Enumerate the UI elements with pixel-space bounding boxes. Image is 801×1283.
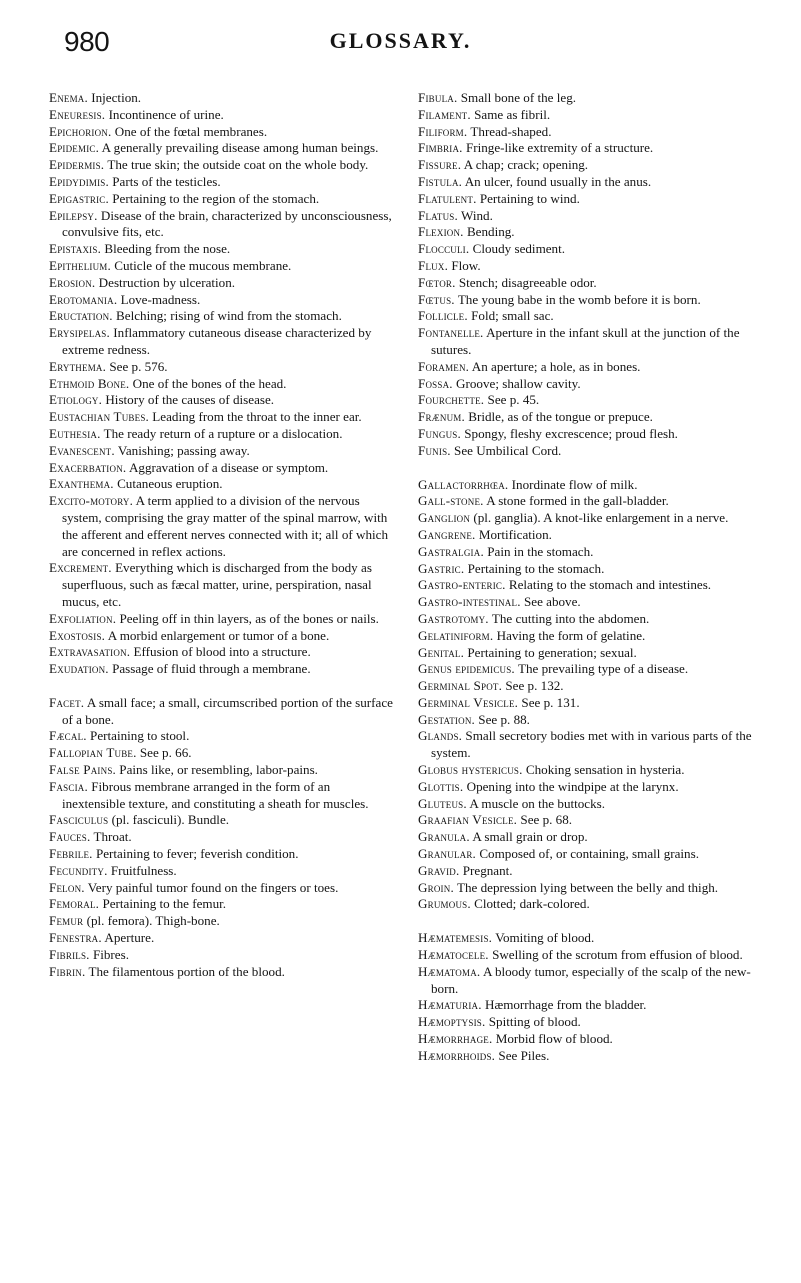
glossary-entry: [49, 896, 394, 913]
glossary-definition: An aperture; a hole, as in bones.: [471, 358, 641, 374]
glossary-term: Exostosis.: [49, 627, 106, 643]
glossary-entry: [418, 325, 763, 359]
glossary-term: Gastrotomy.: [418, 610, 489, 626]
glossary-definition: (pl. fasciculi). Bundle.: [111, 812, 230, 828]
glossary-term: Epistaxis.: [49, 241, 102, 257]
glossary-definition: Destruction by ulceration.: [98, 274, 236, 290]
glossary-entry: [49, 880, 394, 897]
glossary-definition: See above.: [523, 594, 581, 610]
glossary-entry: [49, 157, 394, 174]
glossary-term: Flux.: [418, 257, 449, 273]
glossary-entry: [49, 493, 394, 560]
glossary-definition: Fibres.: [92, 946, 129, 962]
glossary-term: Hæmaturia.: [418, 997, 482, 1013]
glossary-term: Hæmatemesis.: [418, 930, 493, 946]
glossary-entry: [49, 863, 394, 880]
glossary-term: Evanescent.: [49, 442, 115, 458]
glossary-term: Fungus.: [418, 425, 461, 441]
glossary-definition: See p. 66.: [139, 745, 192, 761]
glossary-definition: Wind.: [461, 207, 493, 223]
glossary-term: Gluteus.: [418, 795, 467, 811]
glossary-definition: Aggravation of a disease or symptom.: [128, 459, 329, 475]
glossary-term: Excito-motory.: [49, 493, 134, 509]
glossary-term: Ethmoid Bone.: [49, 375, 130, 391]
glossary-term: Fibula.: [418, 90, 458, 105]
glossary-term: Flatus.: [418, 207, 458, 223]
glossary-definition: Fibrous membrane arranged in the form of an inextensible texture, and constituting a sheath for muscles.: [62, 778, 369, 811]
glossary-term: Grumous.: [418, 896, 471, 912]
glossary-term: Febrile.: [49, 846, 93, 862]
glossary-entry: [418, 426, 763, 443]
glossary-definition: Pertaining to the stomach.: [467, 560, 605, 576]
glossary-entry: [418, 997, 763, 1014]
glossary-entry: [49, 661, 394, 678]
glossary-term: Flatulent.: [418, 190, 477, 206]
glossary-term: Glottis.: [418, 778, 464, 794]
glossary-entry: [418, 896, 763, 913]
glossary-entry: [418, 392, 763, 409]
glossary-entry: [418, 157, 763, 174]
glossary-entry: [49, 325, 394, 359]
glossary-term: Fascia.: [49, 778, 88, 794]
glossary-definition: Throat.: [93, 829, 132, 845]
glossary-entry: [418, 846, 763, 863]
glossary-entry: [49, 443, 394, 460]
glossary-term: Facet.: [49, 694, 85, 710]
glossary-term: Gelatiniform.: [418, 627, 494, 643]
glossary-term: Etiology.: [49, 392, 103, 408]
glossary-entry: [49, 191, 394, 208]
glossary-entry: [418, 880, 763, 897]
glossary-entry: [49, 829, 394, 846]
glossary-entry: [49, 611, 394, 628]
glossary-entry: [49, 426, 394, 443]
glossary-term: Groin.: [418, 879, 454, 895]
glossary-definition: See p. 88.: [478, 711, 530, 727]
glossary-definition: Thread-shaped.: [470, 123, 552, 139]
glossary-entry: [418, 443, 763, 460]
page-header: [0, 20, 801, 60]
glossary-entry: [49, 964, 394, 981]
glossary-definition: Swelling of the scrotum from effusion of blood.: [492, 947, 743, 963]
glossary-definition: Leading from the throat to the inner ear.: [152, 409, 362, 425]
section-gap: [418, 460, 763, 477]
glossary-definition: Pertaining to generation; sexual.: [467, 644, 637, 660]
glossary-term: Extravasation.: [49, 644, 131, 660]
glossary-left-column: [49, 90, 394, 980]
glossary-entry: [418, 863, 763, 880]
glossary-entry: [49, 695, 394, 729]
glossary-term: Felon.: [49, 879, 85, 895]
glossary-entry: [418, 561, 763, 578]
glossary-definition: History of the causes of disease.: [105, 392, 275, 408]
glossary-entry: [418, 947, 763, 964]
glossary-entry: [418, 930, 763, 947]
glossary-term: Hæmatocele.: [418, 947, 489, 963]
glossary-definition: A small face; a small, circumscribed portion of the surface of a bone.: [62, 694, 393, 727]
glossary-entry: [418, 594, 763, 611]
glossary-definition: Bending.: [466, 224, 515, 240]
glossary-term: Genital.: [418, 644, 465, 660]
glossary-term: Fibrin.: [49, 963, 86, 979]
glossary-definition: Morbid flow of blood.: [495, 1031, 613, 1047]
glossary-definition: The cutting into the abdomen.: [491, 610, 650, 626]
glossary-entry: [418, 174, 763, 191]
glossary-term: Femur: [49, 913, 84, 929]
glossary-definition: Fold; small sac.: [471, 308, 554, 324]
glossary-term: Gangrene.: [418, 526, 476, 542]
glossary-term: Flexion.: [418, 224, 464, 240]
glossary-term: Fenestra.: [49, 930, 102, 946]
glossary-definition: Fruitfulness.: [110, 862, 177, 878]
glossary-term: Germinal Vesicle.: [418, 694, 519, 710]
glossary-term: Flocculi.: [418, 241, 470, 257]
glossary-definition: Small bone of the leg.: [460, 90, 577, 105]
glossary-entry: [418, 1031, 763, 1048]
glossary-term: Fistula.: [418, 173, 463, 189]
glossary-entry: [418, 796, 763, 813]
page-number: 980: [64, 26, 110, 57]
glossary-definition: A morbid enlargement or tumor of a bone.: [107, 627, 330, 643]
glossary-term: Epigastric.: [49, 190, 109, 206]
glossary-term: Epithelium.: [49, 257, 111, 273]
glossary-definition: Passage of fluid through a membrane.: [112, 661, 311, 677]
glossary-definition: A small grain or drop.: [472, 829, 588, 845]
glossary-definition: Clotted; dark-colored.: [474, 896, 590, 912]
glossary-definition: Belching; rising of wind from the stomach.: [116, 308, 342, 324]
glossary-entry: [418, 611, 763, 628]
glossary-definition: Fringe-like extremity of a structure.: [465, 140, 654, 156]
glossary-term: Gravid.: [418, 862, 460, 878]
glossary-term: Epidermis.: [49, 157, 105, 173]
glossary-term: Gastro-intestinal.: [418, 594, 521, 610]
glossary-entry: [418, 1048, 763, 1065]
glossary-entry: [49, 779, 394, 813]
glossary-entry: [418, 762, 763, 779]
glossary-definition: Stench; disagreeable odor.: [458, 274, 597, 290]
glossary-entry: [49, 308, 394, 325]
glossary-entry: [49, 947, 394, 964]
glossary-definition: Groove; shallow cavity.: [456, 375, 581, 391]
page-title: GLOSSARY.: [329, 28, 472, 53]
glossary-definition: Peeling off in thin layers, as of the bones or nails.: [119, 610, 379, 626]
glossary-term: Follicle.: [418, 308, 468, 324]
glossary-entry: [49, 258, 394, 275]
glossary-term: Filament.: [418, 106, 471, 122]
glossary-entry: [418, 527, 763, 544]
glossary-term: Gallactorrhœa.: [418, 476, 509, 492]
glossary-term: Glands.: [418, 728, 463, 744]
glossary-term: Hæmorrhage.: [418, 1031, 493, 1047]
glossary-term: Epilepsy.: [49, 207, 98, 223]
glossary-definition: The depression lying between the belly and thigh.: [456, 879, 719, 895]
glossary-definition: Effusion of blood into a structure.: [133, 644, 311, 660]
glossary-term: Fecundity.: [49, 862, 108, 878]
glossary-definition: A term applied to a division of the nervous system, comprising the gray matter of the spinal marrow, with the afferent and efferent nerves connected with it; all of which are concerned in reflex actions.: [62, 493, 388, 559]
glossary-definition: Pregnant.: [462, 862, 513, 878]
glossary-entry: [418, 577, 763, 594]
glossary-term: Fœtor.: [418, 274, 456, 290]
glossary-entry: [418, 275, 763, 292]
glossary-term: Fontanelle.: [418, 325, 484, 341]
glossary-term: Eustachian Tubes.: [49, 409, 149, 425]
glossary-term: Exudation.: [49, 661, 109, 677]
glossary-definition: Same as fibril.: [474, 106, 551, 122]
glossary-entry: [49, 140, 394, 157]
glossary-term: Erotomania.: [49, 291, 118, 307]
glossary-entry: [418, 728, 763, 762]
glossary-term: Erysipelas.: [49, 325, 110, 341]
glossary-entry: [418, 964, 763, 998]
glossary-definition: The ready return of a rupture or a dislocation.: [103, 425, 343, 441]
glossary-entry: [418, 645, 763, 662]
glossary-entry: [418, 695, 763, 712]
glossary-definition: See p. 131.: [521, 694, 580, 710]
glossary-entry: [418, 510, 763, 527]
glossary-definition: Pertaining to stool.: [90, 728, 190, 744]
glossary-definition: The prevailing type of a disease.: [517, 661, 689, 677]
glossary-definition: Small secretory bodies met with in various parts of the system.: [431, 728, 752, 761]
glossary-entry: [49, 392, 394, 409]
glossary-entry: [418, 712, 763, 729]
glossary-definition: See p. 45.: [487, 392, 540, 408]
glossary-definition: Inordinate flow of milk.: [511, 476, 638, 492]
glossary-entry: [418, 829, 763, 846]
glossary-definition: A stone formed in the gall-bladder.: [486, 493, 669, 509]
glossary-term: Fourchette.: [418, 392, 485, 408]
glossary-entry: [418, 678, 763, 695]
glossary-term: Fissure.: [418, 157, 462, 173]
glossary-entry: [418, 124, 763, 141]
glossary-entry: [49, 628, 394, 645]
glossary-term: Exfoliation.: [49, 610, 117, 626]
glossary-definition: One of the bones of the head.: [132, 375, 287, 391]
glossary-definition: Cuticle of the mucous membrane.: [114, 257, 292, 273]
glossary-term: Germinal Spot.: [418, 678, 503, 694]
glossary-term: Granula.: [418, 829, 470, 845]
glossary-term: Gestation.: [418, 711, 476, 727]
glossary-definition: A generally prevailing disease among human beings.: [101, 140, 379, 156]
glossary-entry: [49, 560, 394, 610]
glossary-definition: See p. 576.: [109, 358, 168, 374]
glossary-definition: See Piles.: [498, 1047, 550, 1063]
glossary-entry: [49, 644, 394, 661]
glossary-definition: Having the form of gelatine.: [496, 627, 646, 643]
glossary-entry: [49, 107, 394, 124]
glossary-entry: [49, 174, 394, 191]
glossary-definition: Pain in the stomach.: [487, 543, 594, 559]
glossary-entry: [418, 90, 763, 107]
glossary-entry: [418, 1014, 763, 1031]
section-gap: [49, 678, 394, 695]
glossary-entry: [49, 359, 394, 376]
glossary-definition: Pertaining to fever; feverish condition.: [95, 846, 299, 862]
glossary-entry: [418, 258, 763, 275]
glossary-entry: [418, 376, 763, 393]
glossary-definition: Mortification.: [478, 526, 552, 542]
glossary-term: Foramen.: [418, 358, 470, 374]
glossary-term: False Pains.: [49, 762, 117, 778]
glossary-term: Femoral.: [49, 896, 100, 912]
glossary-entry: [418, 208, 763, 225]
glossary-term: Fœtus.: [418, 291, 455, 307]
glossary-entry: [49, 930, 394, 947]
glossary-term: Fossa.: [418, 375, 453, 391]
glossary-term: Gastralgia.: [418, 543, 484, 559]
glossary-definition: Pertaining to the region of the stomach.: [112, 190, 320, 206]
glossary-entry: [418, 661, 763, 678]
glossary-entry: [49, 846, 394, 863]
glossary-entry: [418, 191, 763, 208]
glossary-term: Funis.: [418, 442, 451, 458]
glossary-definition: Everything which is discharged from the body as superfluous, such as fæcal matter, urine, perspiration, nasal mucus, etc.: [62, 560, 372, 609]
glossary-definition: Aperture.: [104, 930, 155, 946]
glossary-term: Filiform.: [418, 123, 468, 139]
glossary-term: Gall-stone.: [418, 493, 484, 509]
glossary-entry: [49, 476, 394, 493]
glossary-definition: (pl. ganglia). A knot-like enlargement in a nerve.: [473, 510, 729, 526]
glossary-definition: Cloudy sediment.: [472, 241, 566, 257]
glossary-entry: [49, 409, 394, 426]
glossary-definition: Pertaining to the femur.: [102, 896, 227, 912]
glossary-entry: [418, 140, 763, 157]
glossary-definition: A chap; crack; opening.: [463, 157, 589, 173]
glossary-entry: [418, 107, 763, 124]
glossary-entry: [418, 477, 763, 494]
glossary-term: Frænum.: [418, 409, 465, 425]
glossary-term: Epidemic.: [49, 140, 100, 156]
glossary-definition: (pl. femora). Thigh-bone.: [86, 913, 220, 929]
glossary-definition: Pains like, or resembling, labor-pains.: [119, 762, 318, 778]
glossary-term: Enema.: [49, 90, 88, 105]
glossary-definition: Flow.: [451, 257, 481, 273]
glossary-entry: [49, 460, 394, 477]
glossary-definition: Injection.: [91, 90, 142, 105]
glossary-entry: [418, 628, 763, 645]
glossary-entry: [418, 812, 763, 829]
glossary-term: Fibrils.: [49, 946, 90, 962]
glossary-term: Excrement.: [49, 560, 112, 576]
glossary-entry: [49, 745, 394, 762]
glossary-entry: [49, 376, 394, 393]
glossary-definition: See Umbilical Cord.: [454, 442, 562, 458]
glossary-term: Fauces.: [49, 829, 91, 845]
glossary-definition: Vanishing; passing away.: [117, 442, 250, 458]
glossary-term: Gastric.: [418, 560, 465, 576]
glossary-definition: See p. 68.: [520, 812, 573, 828]
glossary-term: Globus hystericus.: [418, 762, 523, 778]
glossary-term: Exanthema.: [49, 476, 114, 492]
glossary-term: Graafian Vesicle.: [418, 812, 518, 828]
glossary-definition: Aperture in the infant skull at the junction of the sutures.: [431, 325, 740, 357]
glossary-term: Fasciculus: [49, 812, 109, 828]
glossary-term: Exacerbation.: [49, 459, 127, 475]
glossary-entry: [49, 90, 394, 107]
glossary-term: Fimbria.: [418, 140, 463, 156]
glossary-term: Hæmorrhoids.: [418, 1047, 496, 1063]
glossary-definition: Cutaneous eruption.: [117, 476, 223, 492]
glossary-entry: [418, 241, 763, 258]
glossary-term: Epidydimis.: [49, 173, 109, 189]
glossary-entry: [418, 224, 763, 241]
glossary-term: Hæmoptysis.: [418, 1014, 486, 1030]
glossary-definition: Composed of, or containing, small grains.: [479, 846, 699, 862]
glossary-term: Erosion.: [49, 274, 96, 290]
glossary-entry: [418, 544, 763, 561]
glossary-definition: See p. 132.: [505, 678, 564, 694]
glossary-entry: [49, 124, 394, 141]
glossary-entry: [49, 241, 394, 258]
glossary-entry: [49, 913, 394, 930]
glossary-term: Gastro-enteric.: [418, 577, 506, 593]
glossary-definition: A bloody tumor, especially of the scalp of the new-born.: [431, 963, 751, 996]
glossary-definition: The filamentous portion of the blood.: [88, 963, 285, 979]
glossary-definition: Opening into the windpipe at the larynx.: [466, 778, 679, 794]
glossary-term: Hæmatoma.: [418, 963, 481, 979]
glossary-definition: Relating to the stomach and intestines.: [508, 577, 712, 593]
glossary-entry: [418, 493, 763, 510]
glossary-term: Euthesia.: [49, 425, 101, 441]
glossary-term: Fæcal.: [49, 728, 87, 744]
glossary-term: Epichorion.: [49, 123, 112, 139]
glossary-definition: Pertaining to wind.: [479, 190, 580, 206]
glossary-definition: Spitting of blood.: [488, 1014, 581, 1030]
glossary-entry: [418, 409, 763, 426]
glossary-definition: An ulcer, found usually in the anus.: [464, 173, 652, 189]
glossary-entry: [49, 812, 394, 829]
glossary-term: Eructation.: [49, 308, 113, 324]
glossary-definition: Disease of the brain, characterized by unconsciousness, convulsive fits, etc.: [62, 207, 392, 240]
section-gap: [418, 913, 763, 930]
glossary-entry: [418, 292, 763, 309]
glossary-definition: Hæmorrhage from the bladder.: [485, 997, 647, 1013]
glossary-definition: Choking sensation in hysteria.: [525, 762, 685, 778]
glossary-entry: [49, 728, 394, 745]
glossary-definition: The true skin; the outside coat on the whole body.: [107, 157, 369, 173]
glossary-definition: Bleeding from the nose.: [104, 241, 231, 257]
glossary-entry: [418, 779, 763, 796]
glossary-definition: The young babe in the womb before it is born.: [457, 291, 701, 307]
glossary-term: Granular.: [418, 846, 477, 862]
glossary-definition: Incontinence of urine.: [108, 106, 224, 122]
glossary-term: Erythema.: [49, 358, 107, 374]
glossary-entry: [418, 308, 763, 325]
glossary-entry: [418, 359, 763, 376]
glossary-term: Genus epidemicus.: [418, 661, 515, 677]
glossary-definition: A muscle on the buttocks.: [469, 795, 606, 811]
glossary-definition: Parts of the testicles.: [112, 173, 221, 189]
glossary-entry: [49, 208, 394, 242]
glossary-definition: One of the fœtal membranes.: [114, 123, 268, 139]
glossary-term: Ganglion: [418, 510, 471, 526]
glossary-definition: Very painful tumor found on the fingers or toes.: [87, 879, 339, 895]
glossary-definition: Inflammatory cutaneous disease characterized by extreme redness.: [62, 325, 372, 357]
glossary-definition: Love-madness.: [120, 291, 201, 307]
glossary-entry: [49, 275, 394, 292]
glossary-term: Eneuresis.: [49, 106, 106, 122]
glossary-entry: [49, 762, 394, 779]
glossary-right-column: [418, 90, 763, 1065]
glossary-entry: [49, 292, 394, 309]
glossary-definition: Bridle, as of the tongue or prepuce.: [468, 409, 653, 425]
glossary-definition: Vomiting of blood.: [495, 930, 595, 946]
glossary-definition: Spongy, fleshy excrescence; proud flesh.: [464, 425, 678, 441]
glossary-term: Fallopian Tube.: [49, 745, 137, 761]
